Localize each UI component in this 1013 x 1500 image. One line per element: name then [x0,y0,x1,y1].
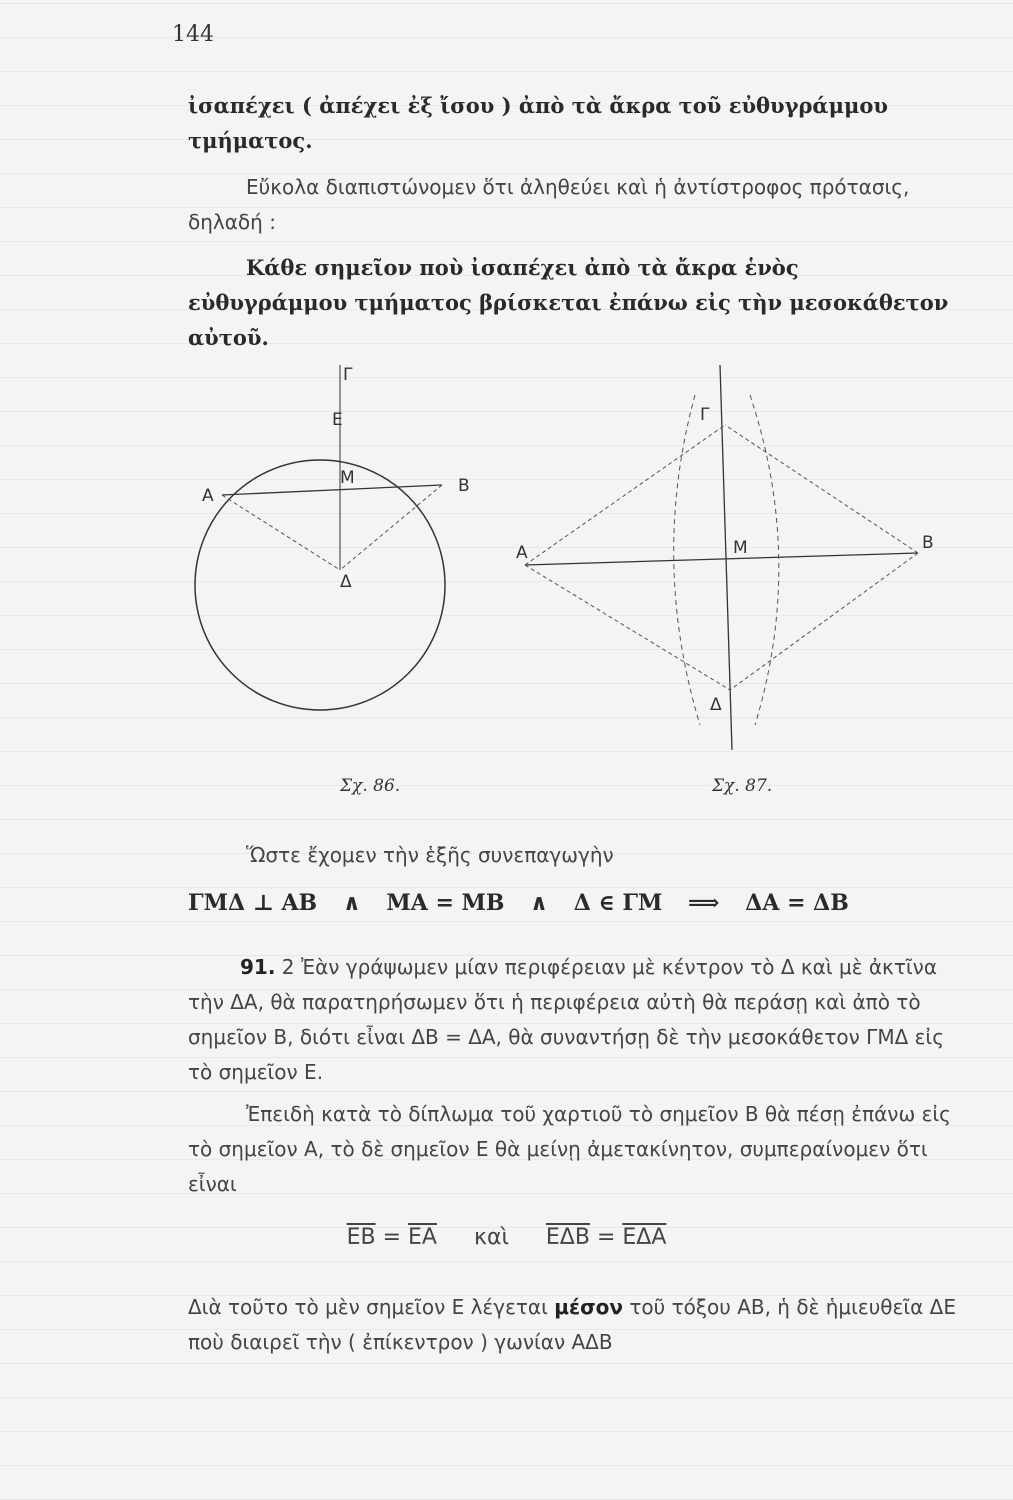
label-a: Α [202,486,214,506]
label-a: Α [516,543,528,563]
caption-fig-87: Σχ. 87. [712,776,773,796]
segment-bd [730,553,918,690]
paragraph-midpoint-arc [188,1290,963,1360]
segment-ab [525,553,918,565]
theorem-statement: Κάθε σημεῖον ποὺ ἰσαπέχει ἀπὸ τὰ ἄκρα ἑνὸς εὐθυγράμμου τμήματος βρίσκεται ἐπάνω εἰς τὴν μεσοκάθετον αὐτοῦ. [188,255,949,350]
angle-eda: $\overline{E\Delta A}$ [622,1225,667,1250]
label-e: Ε [332,410,343,430]
premise-perpendicular: ΓΜΔ ⊥ ΑΒ [188,890,318,916]
section-91 [188,950,963,1090]
equation-arcs-angles [0,1225,1013,1250]
paragraph-folding: Ἐπειδὴ κατὰ τὸ δίπλωμα τοῦ χαρτιοῦ τὸ σημεῖον Β θὰ πέσῃ ἐπάνω εἰς τὸ σημεῖον Α, τὸ δὲ σημεῖον Ε θὰ μείνῃ ἀμετακίνητον, συμπεραίνομεν ὅτι εἶναι [188,1102,951,1196]
implies-symbol: ⟹ [688,890,720,916]
and-symbol: ∧ [342,890,361,916]
equals-sign: = [382,1225,402,1250]
label-d: Δ [710,695,722,715]
premise-on-line: Δ ∈ ΓΜ [573,890,663,916]
caption-fig-86: Σχ. 86. [340,776,401,796]
label-d: Δ [340,572,352,592]
label-g: Γ [700,405,710,425]
label-b: Β [458,476,470,496]
conclusion-equal: ΔΑ = ΔΒ [745,890,849,916]
and-symbol: ∧ [530,890,549,916]
figures-86-87 [180,355,960,805]
paragraph-therefore: Ὥστε ἔχομεν τὴν ἑξῆς συνεπαγωγὴν [246,843,614,867]
perpendicular-bisector [720,365,732,750]
page-number: 144 [172,22,214,47]
segment-ag [525,425,725,565]
label-m: Μ [340,468,355,488]
para6-end: τοῦ τόξου ΑΒ, ἡ δὲ ἡμιευθεῖα ΔΕ ποὺ διαιρεῖ τὴν ( ἐπίκεντρον ) γωνίαν ΑΔΒ [188,1295,956,1354]
premise-midpoint: ΜΑ = ΜΒ [386,890,505,916]
figure-86 [195,365,470,710]
figure-87 [516,365,934,750]
arc-eb: $\overline{EB}$ [346,1225,376,1250]
section-text: 2 Ἐὰν γράψωμεν μίαν περιφέρειαν μὲ κέντρον τὸ Δ καὶ μὲ ἀκτῖνα τὴν ΔΑ, θὰ παρατηρήσωμεν ὅτι ἡ περιφέρεια αὐτὴ θὰ περάσῃ καὶ ἀπὸ τὸ σημεῖον Β, διότι εἶναι ΔΒ = ΔΑ, θὰ συναντήσῃ δὲ τὴν μεσοκάθετον ΓΜΔ εἰς τὸ σημεῖον Ε. [188,955,944,1084]
segment-bg [725,425,918,553]
paragraph-converse: Εὔκολα διαπιστώνομεν ὅτι ἀληθεύει καὶ ἡ ἀντίστροφος πρότασις, δηλαδή : [188,175,910,234]
segment-ab [222,485,442,495]
term-meson: μέσον [554,1295,624,1319]
equals-sign: = [596,1225,616,1250]
segment-ad [525,565,730,690]
label-b: Β [922,533,934,553]
section-number: 91. [240,955,276,979]
circle [195,460,445,710]
para6-start: Διὰ τοῦτο τὸ μὲν σημεῖον Ε λέγεται [188,1295,548,1319]
label-g: Γ [343,365,353,385]
angle-edb: $\overline{E\Delta B}$ [545,1225,590,1250]
paragraph-continuation: ἰσαπέχει ( ἀπέχει ἐξ ἴσου ) ἀπὸ τὰ ἄκρα τοῦ εὐθυγράμμου τμήματος. [188,93,888,153]
segment-da [222,495,340,570]
implication-formula [188,890,963,916]
label-m: Μ [733,538,748,558]
segment-db [340,485,442,570]
conjunction-kai: καὶ [473,1225,509,1250]
arc-ea: $\overline{EA}$ [408,1225,437,1250]
